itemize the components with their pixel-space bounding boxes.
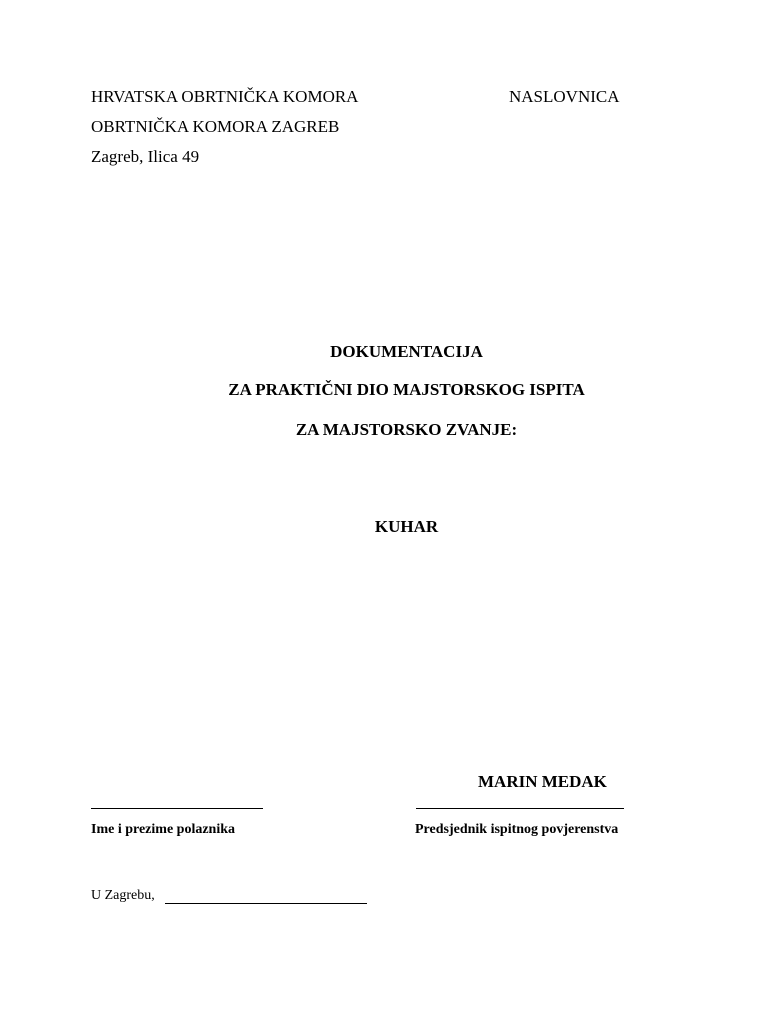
document-subtitle: ZA PRAKTIČNI DIO MAJSTORSKOG ISPITA: [228, 380, 585, 399]
org-name-line1: HRVATSKA OBRTNIČKA KOMORA: [91, 87, 359, 106]
cover-label: NASLOVNICA: [509, 87, 620, 106]
document-title: DOKUMENTACIJA: [330, 342, 483, 361]
candidate-caption: Ime i prezime polaznika: [91, 822, 236, 837]
date-line: [165, 903, 367, 904]
president-caption: Predsjednik ispitnog povjerenstva: [415, 822, 619, 837]
president-name: MARIN MEDAK: [478, 772, 607, 791]
org-address: Zagreb, Ilica 49: [91, 147, 200, 166]
document-subtitle-2: ZA MAJSTORSKO ZVANJE:: [295, 420, 518, 439]
candidate-signature-line: [91, 808, 263, 809]
trade-name: KUHAR: [374, 517, 439, 536]
org-name-line2: OBRTNIČKA KOMORA ZAGREB: [91, 117, 340, 136]
place-date-label: U Zagrebu,: [91, 888, 155, 903]
president-signature-line: [416, 808, 624, 809]
